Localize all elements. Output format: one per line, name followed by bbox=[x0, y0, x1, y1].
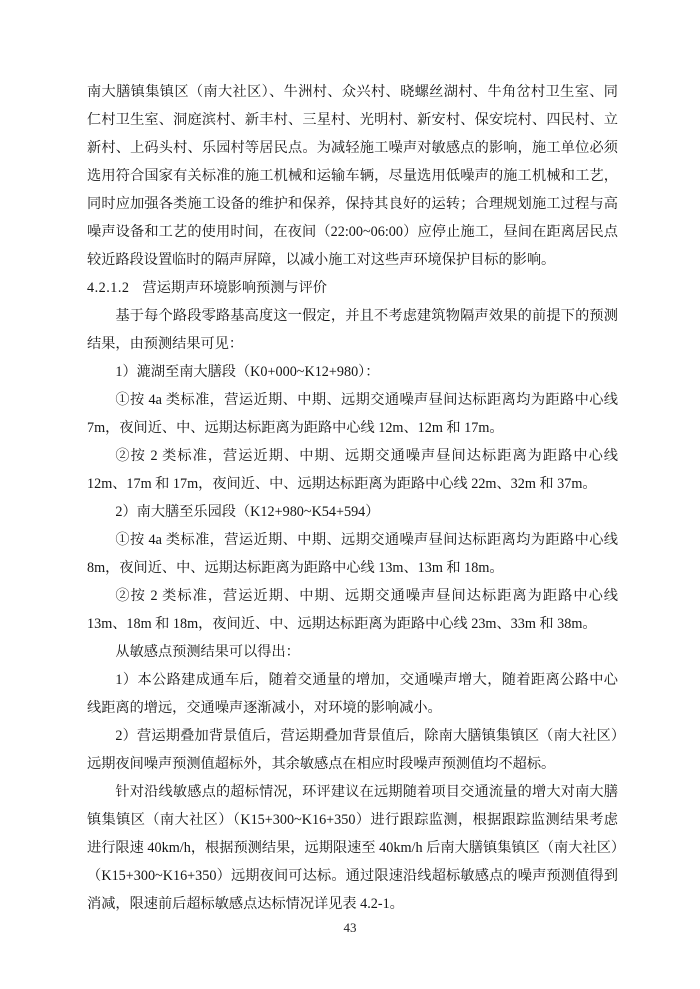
body-paragraph: ②按 2 类标准，营运近期、中期、远期交通噪声昼间达标距离为距路中心线 12m、17m 和 17m，夜间近、中、远期达标距离为距路中心线 22m、32m 和 37m。 bbox=[87, 448, 618, 492]
body-paragraph: 从敏感点预测结果可以得出： bbox=[115, 644, 300, 660]
continuation-paragraph: 南大膳镇集镇区（南大社区）、牛洲村、众兴村、晓螺丝湖村、牛角岔村卫生室、同仁村卫生室、洞庭滨村、新丰村、三星村、光明村、新安村、保安垸村、四民村、立新村、上码头村、乐园村等居民点。为减轻施工噪声对敏感点的影响，施工单位必须选用符合国家有关标准的施工机械和运输车辆，尽量选用低噪声的施工机械和工艺，同时应加强各类施工设备的维护和保养，保持其良好的运转；合理规划施工过程与高噪声设备和工艺的使用时间，在夜间（22:00~06:00）应停止施工，昼间在距离居民点较近路段设置临时的隔声屏障，以减小施工对这些声环境保护目标的影响。 bbox=[87, 84, 618, 268]
page-number: 43 bbox=[343, 920, 357, 935]
section-number: 4.2.1.2 bbox=[87, 280, 130, 296]
body-paragraph: 1）漉湖至南大膳段（K0+000~K12+980）： bbox=[115, 364, 380, 380]
body-paragraph: 2）南大膳至乐园段（K12+980~K54+594） bbox=[115, 504, 380, 520]
body-paragraph: ②按 2 类标准，营运近期、中期、远期交通噪声昼间达标距离为距路中心线 13m、18m 和 18m，夜间近、中、远期达标距离为距路中心线 23m、33m 和 38m。 bbox=[87, 588, 618, 632]
body-paragraph: 基于每个路段零路基高度这一假定，并且不考虑建筑物隔声效果的前提下的预测结果，由预测结果可见： bbox=[87, 308, 618, 352]
body-paragraph: 2）营运期叠加背景值后，营运期叠加背景值后，除南大膳镇集镇区（南大社区）远期夜间噪声预测值超标外，其余敏感点在相应时段噪声预测值均不超标。 bbox=[87, 728, 618, 772]
body-paragraph: 针对沿线敏感点的超标情况，环评建议在远期随着项目交通流量的增大对南大膳镇集镇区（南大社区）（K15+300~K16+350）进行跟踪监测，根据跟踪监测结果考虑进行限速 40km/h，根据预测结果，远期限速至 40km/h 后南大膳镇集镇区（南大社区）（K15+300~K16+350）远期夜间可达标。通过限速沿线超标敏感点的噪声预测值得到消减，限速前后超标敏感点达标情况详见表 4.2-1。 bbox=[87, 784, 618, 912]
section-title: 营运期声环境影响预测与评价 bbox=[142, 280, 327, 296]
page-content bbox=[87, 78, 618, 918]
body-paragraph: 1）本公路建成通车后，随着交通量的增加，交通噪声增大，随着距离公路中心线距离的增远，交通噪声逐渐减小，对环境的影响减小。 bbox=[87, 672, 618, 716]
body-paragraph: ①按 4a 类标准，营运近期、中期、远期交通噪声昼间达标距离均为距路中心线 7m，夜间近、中、远期达标距离为距路中心线 12m、12m 和 17m。 bbox=[87, 392, 618, 436]
body-paragraph: ①按 4a 类标准，营运近期、中期、远期交通噪声昼间达标距离均为距路中心线 8m，夜间近、中、远期达标距离为距路中心线 13m、13m 和 18m。 bbox=[87, 532, 618, 576]
section-heading bbox=[87, 274, 618, 302]
